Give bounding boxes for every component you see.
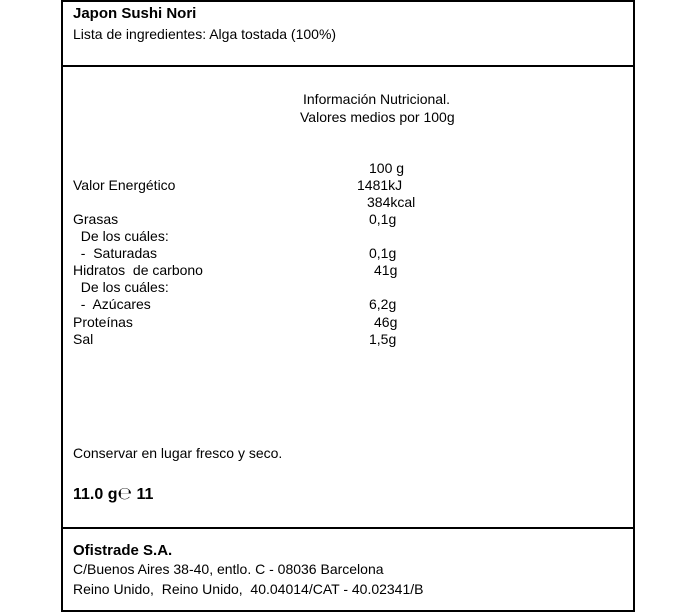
nutrition-heading: Información Nutricional. — [303, 91, 451, 107]
nutrition-row-value: 1481kJ — [357, 177, 403, 193]
company-registry: Reino Unido, Reino Unido, 40.04014/CAT - 40.02341/B — [73, 581, 424, 597]
net-weight-number: 11 — [136, 486, 154, 503]
nutrition-row-label: Valor Energético — [73, 177, 176, 193]
nutrition-row-label: - Azúcares — [73, 296, 151, 312]
nutrition-subheading: Valores medios por 100g — [300, 109, 455, 125]
nutrition-row-label: - Saturadas — [73, 245, 158, 261]
nutrition-row-label: Hidratos de carbono — [73, 262, 203, 278]
nutrition-row-value: 41g — [374, 262, 398, 278]
nutrition-column-header: 100 g — [369, 160, 405, 176]
nutrition-row-value: 6,2g — [369, 296, 397, 312]
nutrition-row-label: Proteínas — [73, 314, 133, 330]
ingredients-list: Lista de ingredientes: Alga tostada (100%) — [73, 26, 337, 42]
nutrition-row-label: Grasas — [73, 211, 119, 227]
divider-top — [61, 65, 635, 67]
nutrition-row-label: Sal — [73, 331, 94, 347]
net-weight — [73, 484, 153, 505]
nutrition-row-value: 0,1g — [369, 245, 397, 261]
nutrition-row-value: 46g — [374, 314, 398, 330]
estimated-sign-icon: ℮ — [117, 484, 133, 504]
company-name: Ofistrade S.A. — [73, 542, 173, 559]
nutrition-row-value: 384kcal — [367, 194, 416, 210]
nutrition-row-value: 0,1g — [369, 211, 397, 227]
product-name: Japon Sushi Nori — [73, 5, 197, 22]
storage-instructions: Conservar en lugar fresco y seco. — [73, 445, 283, 461]
net-weight-amount: 11.0 g — [73, 486, 118, 503]
nutrition-row-value: 1,5g — [369, 331, 397, 347]
nutrition-row-label: De los cuáles: — [73, 279, 169, 295]
divider-bottom — [61, 527, 635, 529]
company-address: C/Buenos Aires 38-40, entlo. C - 08036 Barcelona — [73, 561, 384, 577]
nutrition-row-label: De los cuáles: — [73, 228, 169, 244]
